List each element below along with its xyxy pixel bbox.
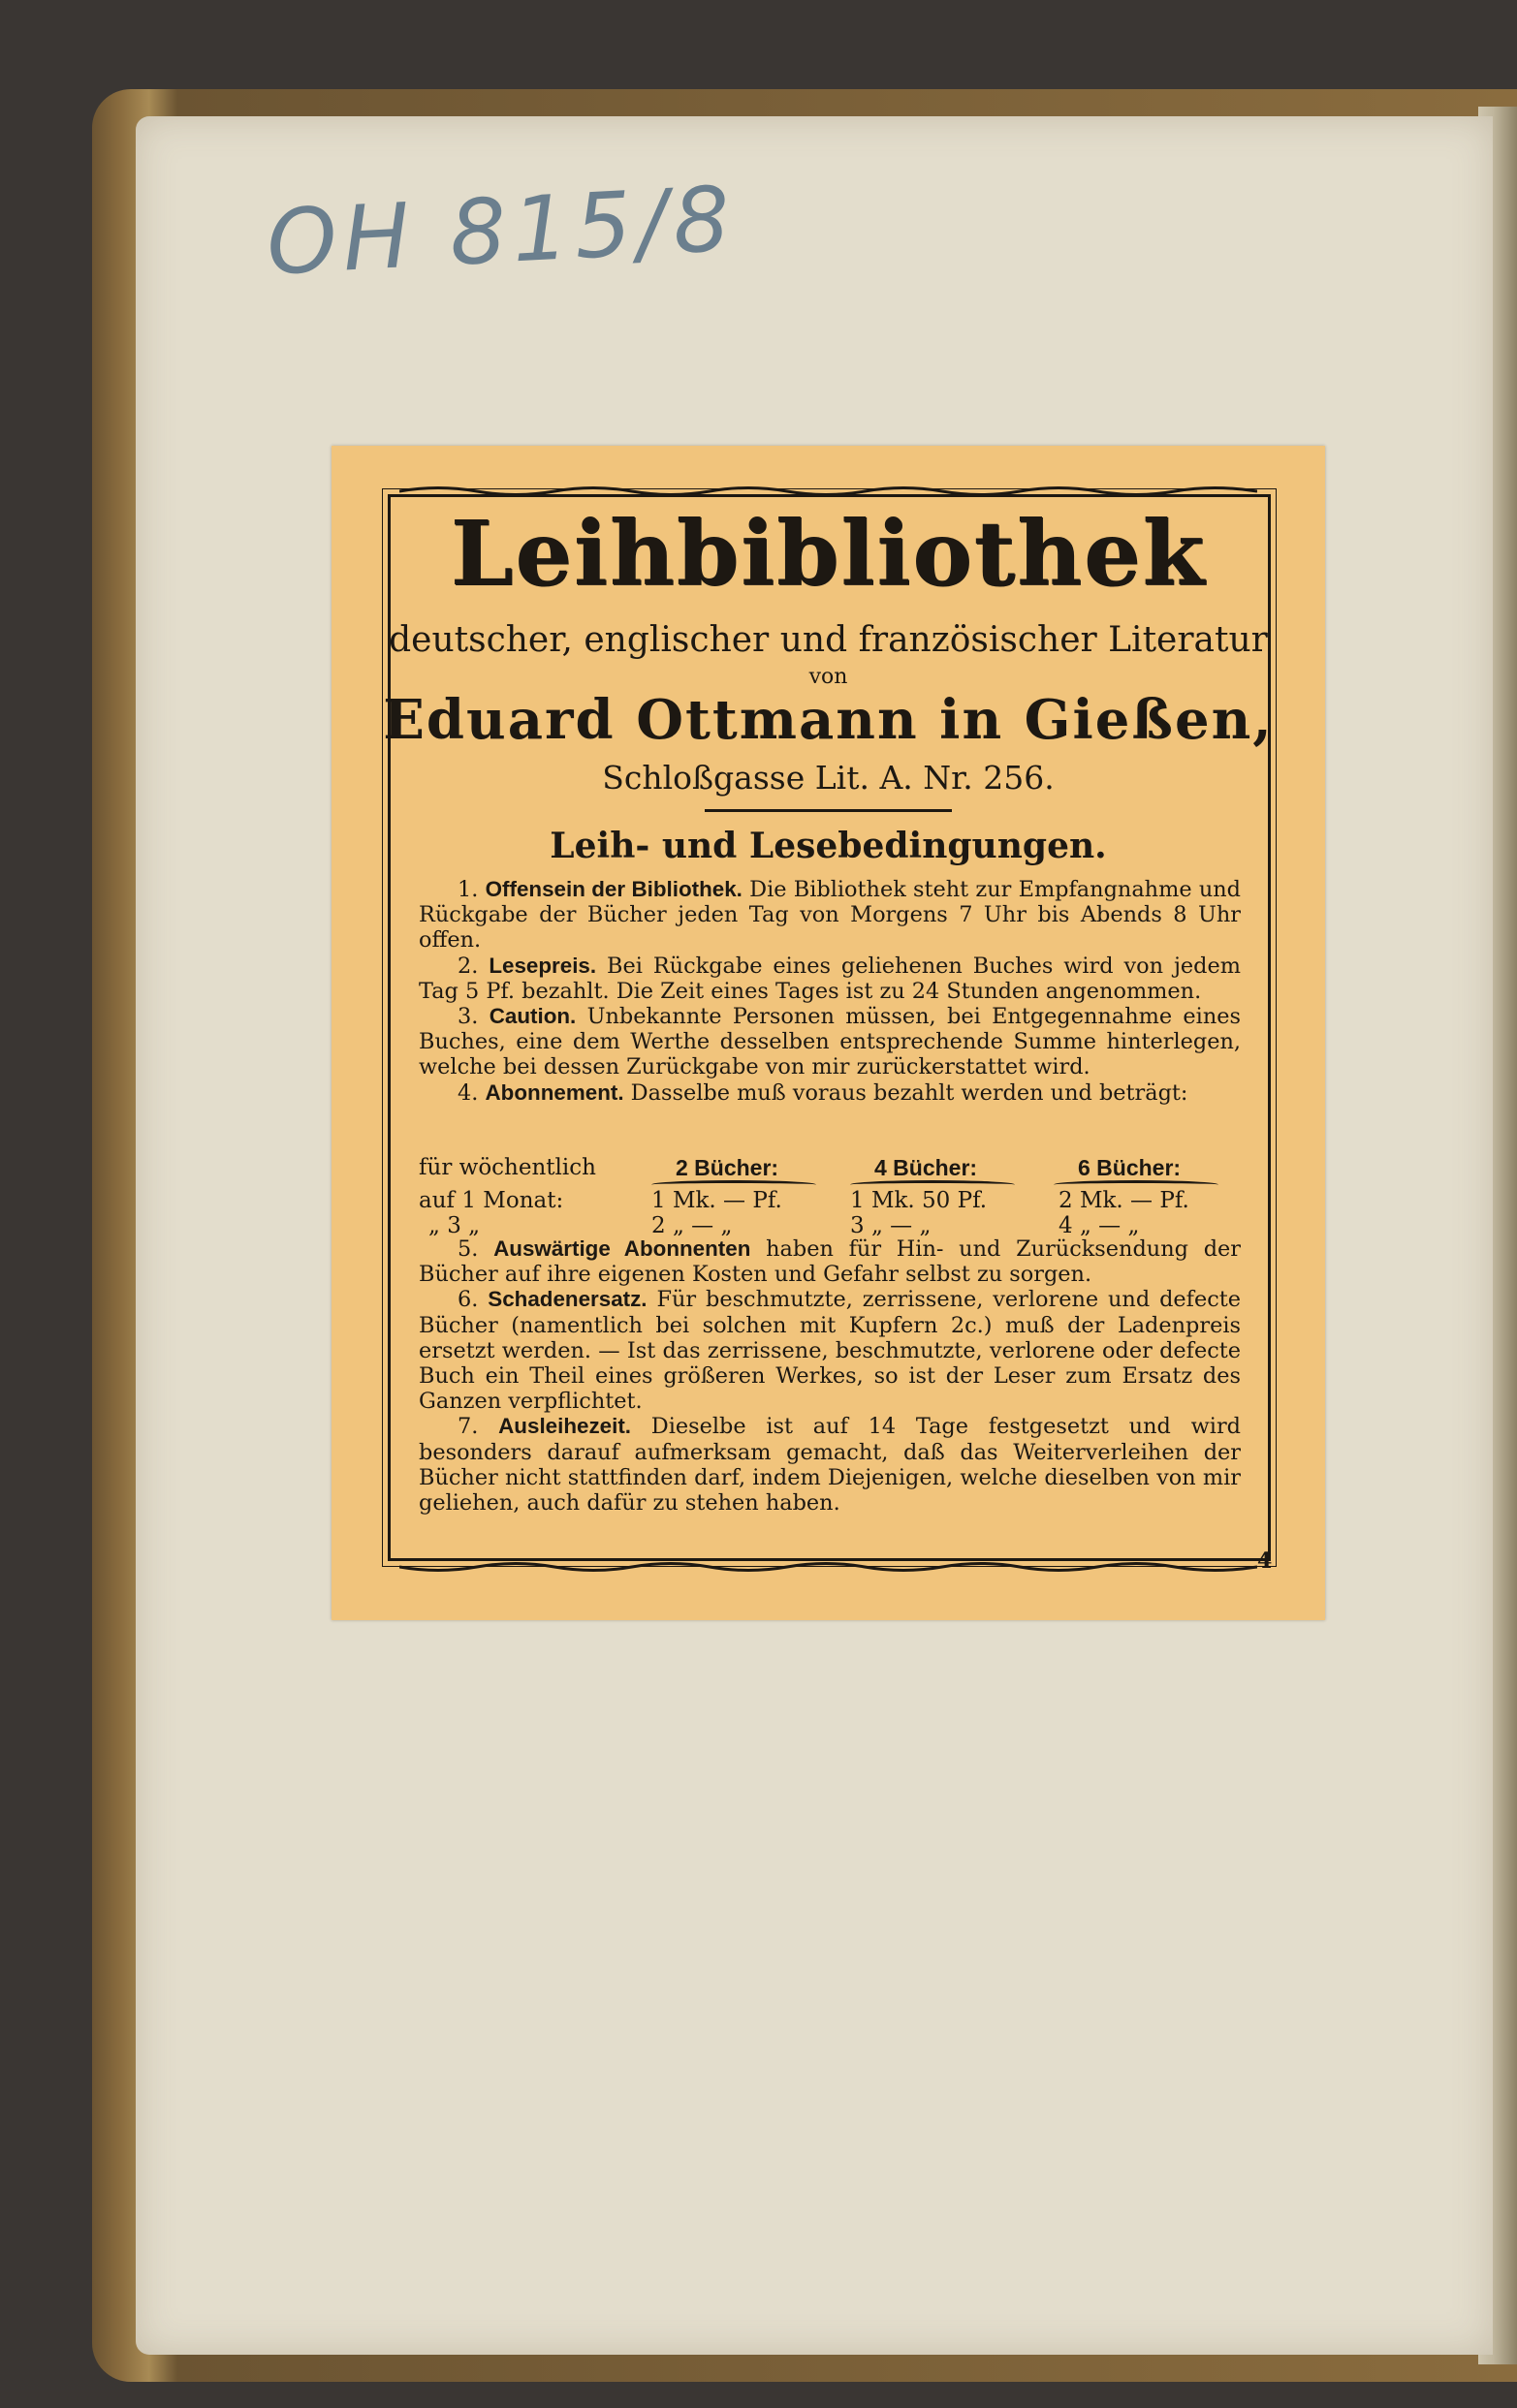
price-col-3: 6 Bücher: [1078, 1155, 1182, 1180]
price-cell: 2 Mk. — Pf. [1059, 1188, 1189, 1213]
rule-7: 7. Ausleihezeit. Dieselbe ist auf 14 Tage festgesetzt und wird besonders darauf aufmerksam gemacht, daß das Weiterverleihen der Bücher nicht stattfinden darf, indem Diejenigen, welche dieselben von mir geliehen, auch dafür zu stehen haben. [419, 1414, 1241, 1517]
label-subtitle: deutscher, englischer und französischer Literatur [389, 620, 1268, 660]
conditions-heading: Leih- und Lesebedingungen. [550, 826, 1107, 866]
price-cell: 2 „ — „ [651, 1213, 733, 1238]
rule-2: 2. Lesepreis. Bei Rückgabe eines geliehenen Buches wird von jedem Tag 5 Pf. bezahlt. Die Zeit eines Tages ist zu 24 Stunden angenommen. [419, 953, 1242, 1004]
rule-4: 4. Abonnement. Dasselbe muß voraus bezahlt werden und beträgt: [458, 1079, 1188, 1106]
label-von: von [808, 665, 848, 689]
price-row-2-label: „ 3 „ [428, 1213, 481, 1238]
price-table [419, 1155, 1241, 1238]
price-cell: 1 Mk. 50 Pf. [850, 1188, 988, 1213]
price-cell: 3 „ — „ [850, 1213, 932, 1238]
corner-mark: 4 [1257, 1548, 1273, 1574]
rule-1: 1. Offensein der Bibliothek. Die Bibliothek steht zur Empfangnahme und Rückgabe der Bücher jeden Tag von Morgens 7 Uhr bis Abends 8 Uhr offen. [419, 877, 1242, 954]
label-owner: Eduard Ottmann in Gießen, [383, 688, 1274, 752]
ornamental-border-bottom [399, 1560, 1257, 1574]
price-row-label: für wöchentlich [419, 1155, 596, 1180]
label-address: Schloßgasse Lit. A. Nr. 256. [602, 759, 1055, 797]
rule-3: 3. Caution. Unbekannte Personen müssen, bei Entgegennahme eines Buches, eine dem Werthe desselben entsprechende Summe hinterlegen, welche bei dessen Zurückgabe von mir zurückerstattet wird. [419, 1004, 1242, 1080]
handwritten-shelfmark: OH 815/8 [264, 167, 739, 296]
price-col-1: 2 Bücher: [676, 1155, 779, 1180]
label-title: Leihbibliothek [450, 501, 1207, 606]
conditions-text [419, 877, 1241, 1106]
price-cell: 4 „ — „ [1059, 1213, 1140, 1238]
price-row-1-label: auf 1 Monat: [419, 1188, 564, 1213]
rule-5: 5. Auswärtige Abonnenten haben für Hin- und Zurücksendung der Bücher auf ihre eigenen Kosten und Gefahr selbst zu sorgen. [419, 1236, 1241, 1288]
price-cell: 1 Mk. — Pf. [651, 1188, 782, 1213]
conditions-text-continued [419, 1236, 1241, 1516]
library-label [332, 446, 1325, 1620]
rule-6: 6. Schadenersatz. Für beschmutzte, zerrissene, verlorene und defecte Bücher (namentlich bei solchen mit Kupfern 2c.) muß der Ladenpreis ersetzt werden. — Ist das zerrissene, beschmutzte, verlorene oder defecte Buch ein Theil eines größeren Werkes, so ist der Leser zum Ersatz des Ganzen verpflichtet. [419, 1287, 1241, 1415]
price-col-2: 4 Bücher: [874, 1155, 978, 1180]
